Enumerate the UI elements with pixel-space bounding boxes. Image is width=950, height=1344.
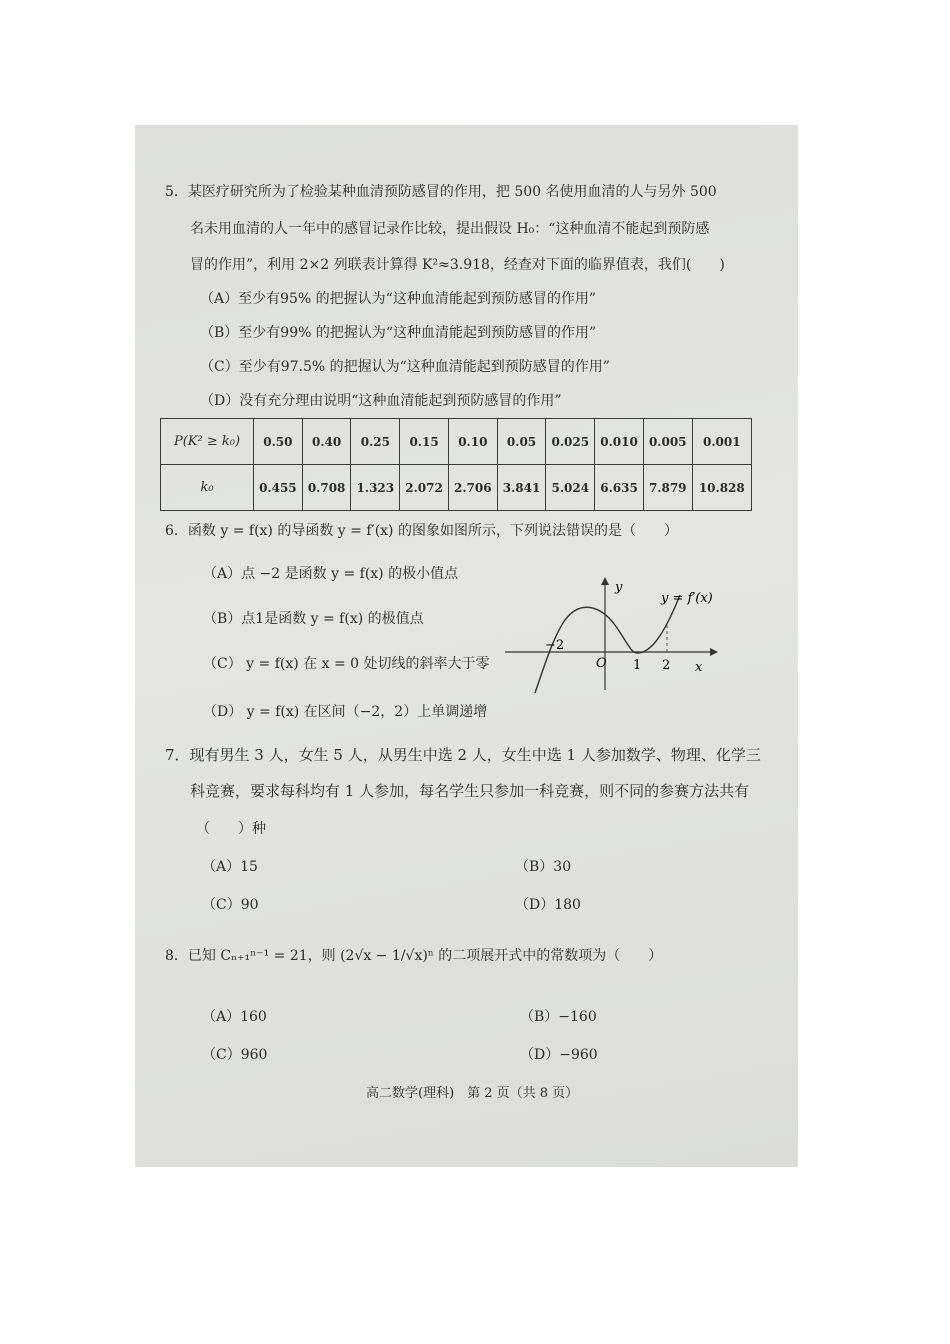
table-cell: 0.10 [448, 419, 497, 465]
q8-option-a: （A）160 [202, 1009, 267, 1025]
tick-label-1: 1 [633, 658, 642, 673]
table-cell: 1.323 [351, 465, 400, 511]
q6-option-a: （A）点 −2 是函数 y = f(x) 的极小值点 [203, 566, 459, 582]
derivative-graph [505, 575, 740, 695]
q6-stem: 6．函数 y = f(x) 的导函数 y = f′(x) 的图象如图所示，下列说法错误的是（ ） [165, 523, 678, 539]
table-cell: 0.15 [400, 419, 449, 465]
q8-option-b: （B）−160 [520, 1009, 597, 1025]
table-cell: 7.879 [643, 465, 692, 511]
table-cell: 0.010 [595, 419, 644, 465]
q5-option-b: （B）至少有99% 的把握认为“这种血清能起到预防感冒的作用” [200, 325, 597, 341]
page-footer: 高二数学(理科) 第 2 页（共 8 页） [366, 1086, 579, 1101]
table-cell: 0.025 [546, 419, 595, 465]
tick-label-2: 2 [662, 658, 671, 673]
q6-option-d: （D） y = f(x) 在区间（−2，2）上单调递增 [203, 704, 488, 720]
y-axis-arrow-icon [601, 577, 609, 585]
table-cell: 0.455 [254, 465, 303, 511]
q8-option-c: （C）960 [202, 1047, 268, 1063]
q7-option-d: （D）180 [515, 897, 581, 913]
q5-option-d: （D）没有充分理由说明“这种血清能起到预防感冒的作用” [200, 393, 562, 409]
q5-line-1: 5．某医疗研究所为了检验某种血清预防感冒的作用，把 500 名使用血清的人与另外 500 [165, 184, 717, 200]
q7-option-b: （B）30 [515, 859, 572, 875]
table-cell: 0.708 [302, 465, 351, 511]
table-cell: 2.706 [448, 465, 497, 511]
x-axis-arrow-icon [710, 648, 718, 656]
table-row [161, 465, 752, 511]
q6-option-c: （C） y = f(x) 在 x = 0 处切线的斜率大于零 [203, 656, 490, 672]
q7-line-2: 科竞赛，要求每科均有 1 人参加，每名学生只参加一科竞赛，则不同的参赛方法共有 [190, 782, 750, 800]
y-axis-label: y [615, 580, 623, 595]
critical-value-table [160, 418, 752, 511]
q7-line-3: （ ）种 [196, 821, 266, 837]
q5-line-3: 冒的作用”，利用 2×2 列联表计算得 K²≈3.918，经查对下面的临界值表，我们( ) [190, 257, 725, 273]
table-row [161, 419, 752, 465]
q8-stem: 8．已知 Cₙ₊₁ⁿ⁻¹ = 21，则 (2√x − 1/√x)ⁿ 的二项展开式中的常数项为（ ） [165, 948, 663, 964]
origin-label: O [596, 656, 607, 671]
q5-option-a: （A）至少有95% 的把握认为“这种血清能起到预防感冒的作用” [200, 291, 596, 307]
table-cell: 6.635 [595, 465, 644, 511]
table-cell: 0.001 [692, 419, 751, 465]
table-cell: 0.005 [643, 419, 692, 465]
q7-option-c: （C）90 [202, 897, 259, 913]
q7-line-1: 7．现有男生 3 人，女生 5 人，从男生中选 2 人，女生中选 1 人参加数学、物理、化学三 [165, 746, 761, 764]
table-cell: 2.072 [400, 465, 449, 511]
q8-option-d: （D）−960 [520, 1047, 598, 1063]
table-cell: 0.50 [254, 419, 303, 465]
q7-option-a: （A）15 [202, 859, 258, 875]
table-header-k0: k₀ [161, 465, 254, 511]
table-cell: 3.841 [497, 465, 546, 511]
q5-line-2: 名未用血清的人一年中的感冒记录作比较，提出假设 H₀：“这种血清不能起到预防感 [190, 221, 710, 237]
table-header-p: P(K² ≥ k₀) [161, 419, 254, 465]
table-cell: 5.024 [546, 465, 595, 511]
q5-option-c: （C）至少有97.5% 的把握认为“这种血清能起到预防感冒的作用” [200, 359, 610, 375]
tick-label-neg2: −2 [545, 638, 565, 653]
table-cell: 0.40 [302, 419, 351, 465]
curve-label: y = f′(x) [661, 591, 713, 606]
table-cell: 0.05 [497, 419, 546, 465]
x-axis-label: x [695, 660, 703, 675]
table-cell: 0.25 [351, 419, 400, 465]
table-cell: 10.828 [692, 465, 751, 511]
q6-option-b: （B）点1是函数 y = f(x) 的极值点 [203, 611, 424, 627]
